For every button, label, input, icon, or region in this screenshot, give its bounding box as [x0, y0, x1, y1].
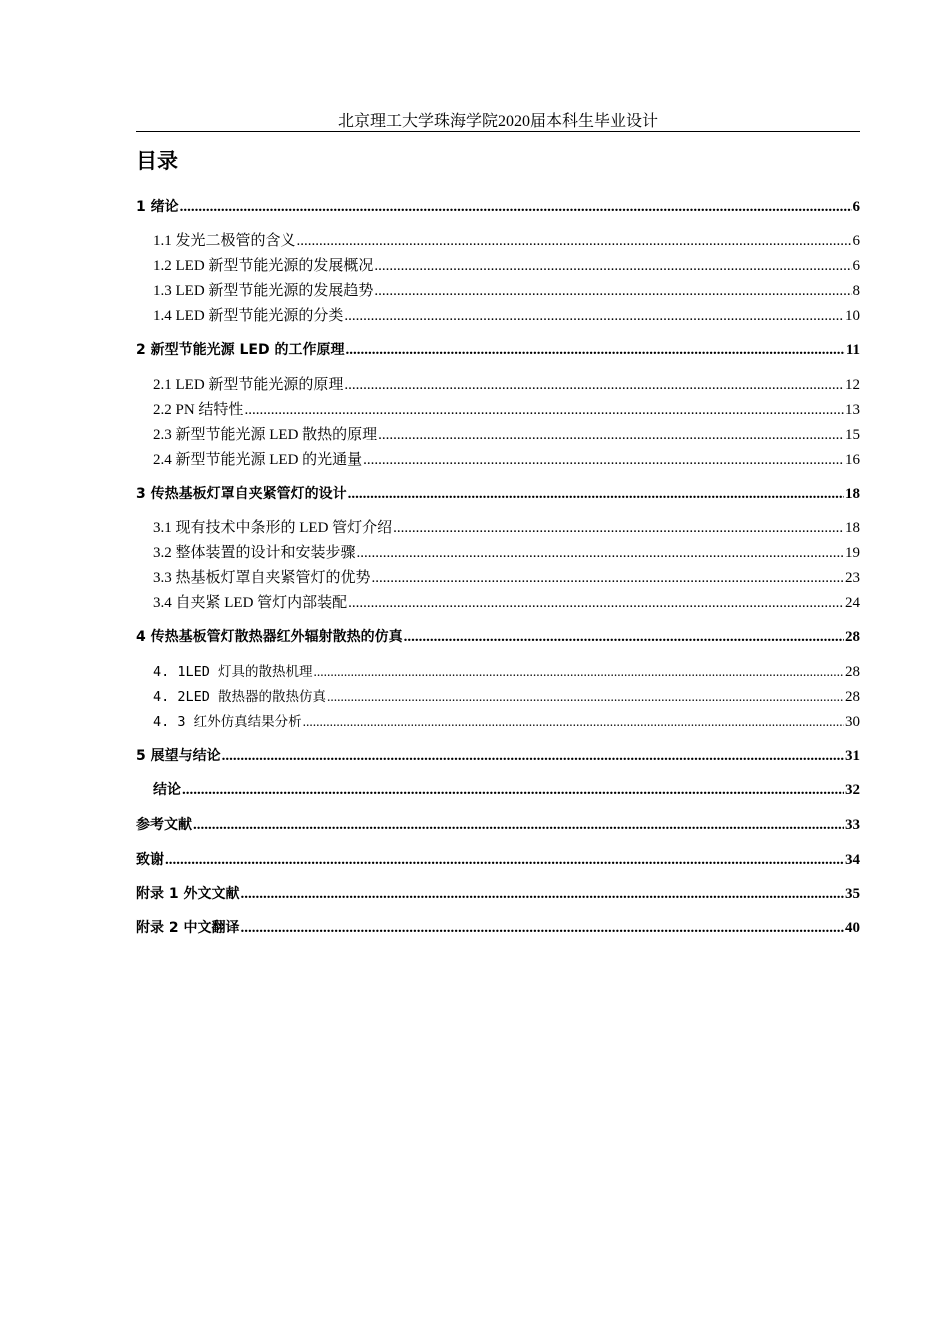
toc-entry-page-number: 31	[845, 748, 860, 764]
toc-dot-leader	[363, 450, 844, 470]
toc-entry-label: 附录 1 外文文献	[136, 886, 240, 902]
toc-dot-leader	[193, 815, 844, 835]
toc-entry-page-number: 28	[845, 629, 860, 645]
toc-entry-page-number: 16	[845, 452, 860, 468]
toc-entry-label: 1.2 LED 新型节能光源的发展概况	[153, 258, 374, 274]
toc-dot-leader	[348, 593, 844, 613]
toc-entry[interactable]	[136, 197, 860, 217]
toc-dot-leader	[344, 375, 844, 395]
toc-entry[interactable]	[136, 484, 860, 504]
toc-entry-page-number: 19	[845, 545, 860, 561]
toc-dot-leader	[314, 662, 844, 682]
toc-entry-label: 2.3 新型节能光源 LED 散热的原理	[153, 427, 378, 443]
toc-dot-leader	[357, 543, 844, 563]
toc-entry-label: 3.1 现有技术中条形的 LED 管灯介绍	[153, 520, 393, 536]
toc-entry-page-number: 18	[845, 486, 860, 502]
toc-dot-leader	[345, 340, 844, 360]
toc-entry-page-number: 32	[845, 782, 860, 798]
toc-entry-label: 3.2 整体装置的设计和安装步骤	[153, 545, 356, 561]
toc-dot-leader	[180, 197, 852, 217]
toc-dot-leader	[327, 687, 844, 707]
toc-entry-label: 1.1 发光二极管的含义	[153, 233, 296, 249]
toc-entry-label: 3.4 自夹紧 LED 管灯内部装配	[153, 595, 348, 611]
toc-entry-page-number: 11	[845, 342, 860, 358]
toc-entry[interactable]	[136, 884, 860, 904]
toc-entry-label: 2.1 LED 新型节能光源的原理	[153, 377, 344, 393]
toc-dot-leader	[344, 306, 844, 326]
toc-entry-page-number: 15	[845, 427, 860, 443]
toc-entry-label: 3 传热基板灯罩自夹紧管灯的设计	[136, 486, 347, 502]
toc-dot-leader	[374, 256, 851, 276]
toc-entry-label: 附录 2 中文翻译	[136, 920, 240, 936]
toc-dot-leader	[303, 712, 844, 732]
toc-entry-page-number: 6	[852, 258, 860, 274]
toc-entry-page-number: 13	[845, 402, 860, 418]
toc-entry[interactable]	[136, 627, 860, 647]
toc-entry-page-number: 40	[845, 920, 860, 936]
toc-entry-label: 4. 3 红外仿真结果分析	[153, 714, 302, 730]
toc-entry[interactable]	[153, 425, 860, 445]
toc-entry-page-number: 10	[845, 308, 860, 324]
toc-entry[interactable]	[153, 256, 860, 276]
toc-dot-leader	[241, 918, 845, 938]
toc-entry-label: 参考文献	[136, 817, 192, 833]
toc-entry[interactable]	[136, 918, 860, 938]
toc-entry-label: 4 传热基板管灯散热器红外辐射散热的仿真	[136, 629, 403, 645]
toc-dot-leader	[348, 484, 844, 504]
toc-entry[interactable]	[153, 593, 860, 613]
toc-entry[interactable]	[136, 746, 860, 766]
toc-entry-page-number: 35	[845, 886, 860, 902]
toc-entry[interactable]	[153, 662, 860, 682]
toc-dot-leader	[182, 780, 844, 800]
toc-entry-label: 4. 1LED 灯具的散热机理	[153, 664, 313, 680]
toc-dot-leader	[222, 746, 844, 766]
toc-entry-label: 2.4 新型节能光源 LED 的光通量	[153, 452, 363, 468]
toc-entry-label: 致谢	[136, 852, 164, 868]
toc-entry-page-number: 33	[845, 817, 860, 833]
toc-dot-leader	[372, 568, 844, 588]
toc-entry-label: 1 绪论	[136, 199, 179, 215]
toc-entry[interactable]	[153, 687, 860, 707]
toc-entry[interactable]	[136, 850, 860, 870]
toc-entry-page-number: 24	[845, 595, 860, 611]
toc-entry[interactable]	[153, 400, 860, 420]
toc-entry-label: 3.3 热基板灯罩自夹紧管灯的优势	[153, 570, 371, 586]
toc-entry-page-number: 23	[845, 570, 860, 586]
toc-entry-label: 1.4 LED 新型节能光源的分类	[153, 308, 344, 324]
toc-entry-page-number: 18	[845, 520, 860, 536]
page-header: 北京理工大学珠海学院2020届本科生毕业设计	[337, 113, 658, 130]
toc-dot-leader	[244, 400, 844, 420]
toc-entry[interactable]	[153, 543, 860, 563]
toc-entry[interactable]	[153, 450, 860, 470]
toc-entry[interactable]	[153, 231, 860, 251]
toc-entry[interactable]	[136, 815, 860, 835]
toc-entry-page-number: 6	[852, 199, 860, 215]
toc-dot-leader	[393, 518, 844, 538]
toc-entry-page-number: 28	[845, 689, 860, 705]
toc-dot-leader	[374, 281, 851, 301]
toc-entry[interactable]	[153, 712, 860, 732]
table-of-contents	[136, 0, 860, 1344]
toc-dot-leader	[404, 627, 844, 647]
toc-entry-label: 4. 2LED 散热器的散热仿真	[153, 689, 327, 705]
toc-entry[interactable]	[153, 780, 860, 800]
toc-entry-label: 1.3 LED 新型节能光源的发展趋势	[153, 283, 374, 299]
toc-title: 目录	[136, 149, 178, 173]
toc-entry-page-number: 34	[845, 852, 860, 868]
toc-entry-page-number: 30	[845, 714, 860, 730]
toc-entry[interactable]	[136, 340, 860, 360]
toc-entry-label: 2.2 PN 结特性	[153, 402, 244, 418]
toc-entry[interactable]	[153, 568, 860, 588]
toc-dot-leader	[241, 884, 845, 904]
toc-dot-leader	[165, 850, 844, 870]
toc-entry-page-number: 8	[852, 283, 860, 299]
toc-entry[interactable]	[153, 281, 860, 301]
toc-entry[interactable]	[153, 306, 860, 326]
toc-entry-label: 5 展望与结论	[136, 748, 221, 764]
toc-entry-page-number: 6	[852, 233, 860, 249]
toc-dot-leader	[378, 425, 844, 445]
toc-entry[interactable]	[153, 518, 860, 538]
toc-entry[interactable]	[153, 375, 860, 395]
toc-entry-page-number: 12	[845, 377, 860, 393]
toc-entry-page-number: 28	[845, 664, 860, 680]
toc-entry-label: 2 新型节能光源 LED 的工作原理	[136, 342, 345, 358]
toc-dot-leader	[297, 231, 852, 251]
toc-entry-label: 结论	[153, 782, 181, 798]
